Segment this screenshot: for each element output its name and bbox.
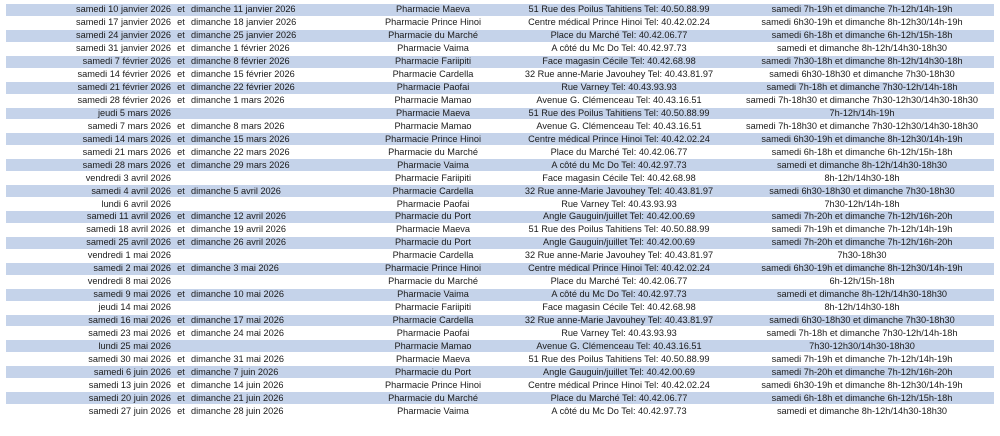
- second-date-cell: dimanche 5 avril 2026: [188, 185, 358, 198]
- pharmacy-address-cell: Avenue G. Clémenceau Tel: 40.43.16.51: [508, 340, 730, 353]
- second-date-cell: dimanche 1 février 2026: [188, 42, 358, 55]
- second-date-cell: dimanche 3 mai 2026: [188, 262, 358, 275]
- first-date-cell: samedi 31 janvier 2026: [6, 42, 174, 55]
- second-date-cell: dimanche 31 mai 2026: [188, 353, 358, 366]
- second-date-cell: dimanche 12 avril 2026: [188, 211, 358, 224]
- pharmacy-address-cell: Centre médical Prince Hinoi Tel: 40.42.02.24: [508, 16, 730, 29]
- table-row: [6, 340, 994, 353]
- date-separator-cell: et: [174, 327, 188, 340]
- opening-hours-cell: samedi 6h30-19h et dimanche 8h-12h30/14h-19h: [730, 379, 994, 392]
- first-date-cell: vendredi 8 mai 2026: [6, 275, 174, 288]
- pharmacy-address-cell: Place du Marché Tel: 40.42.06.77: [508, 29, 730, 42]
- opening-hours-cell: samedi 7h30-18h et dimanche 8h-12h/14h30-18h: [730, 55, 994, 68]
- opening-hours-cell: samedi 6h30-18h30 et dimanche 7h30-18h30: [730, 68, 994, 81]
- second-date-cell: [188, 301, 358, 314]
- pharmacy-address-cell: Place du Marché Tel: 40.42.06.77: [508, 275, 730, 288]
- pharmacy-name-cell: Pharmacie Cardella: [358, 314, 508, 327]
- first-date-cell: samedi 16 mai 2026: [6, 314, 174, 327]
- date-separator-cell: et: [174, 16, 188, 29]
- pharmacy-address-cell: A côté du Mc Do Tel: 40.42.97.73: [508, 288, 730, 301]
- pharmacy-address-cell: Face magasin Cécile Tel: 40.42.68.98: [508, 55, 730, 68]
- pharmacy-name-cell: Pharmacie Vaima: [358, 159, 508, 172]
- date-separator-cell: et: [174, 379, 188, 392]
- table-row: [6, 159, 994, 172]
- table-row: [6, 94, 994, 107]
- second-date-cell: dimanche 22 mars 2026: [188, 146, 358, 159]
- table-row: [6, 198, 994, 211]
- opening-hours-cell: samedi 7h-19h et dimanche 7h-12h/14h-19h: [730, 223, 994, 236]
- first-date-cell: samedi 25 avril 2026: [6, 236, 174, 249]
- pharmacy-name-cell: Pharmacie Mamao: [358, 340, 508, 353]
- date-separator-cell: et: [174, 185, 188, 198]
- first-date-cell: lundi 6 avril 2026: [6, 198, 174, 211]
- date-separator-cell: et: [174, 405, 188, 418]
- pharmacy-name-cell: Pharmacie du Marché: [358, 146, 508, 159]
- table-row: [6, 275, 994, 288]
- first-date-cell: vendredi 3 avril 2026: [6, 172, 174, 185]
- opening-hours-cell: samedi 7h-20h et dimanche 7h-12h/16h-20h: [730, 211, 994, 224]
- table-row: [6, 120, 994, 133]
- first-date-cell: samedi 21 février 2026: [6, 81, 174, 94]
- table-row: [6, 314, 994, 327]
- table-row: [6, 223, 994, 236]
- table-row: [6, 42, 994, 55]
- opening-hours-cell: samedi 6h30-19h et dimanche 8h-12h30/14h-19h: [730, 133, 994, 146]
- first-date-cell: jeudi 5 mars 2026: [6, 107, 174, 120]
- opening-hours-cell: 7h30-12h30/14h30-18h30: [730, 340, 994, 353]
- first-date-cell: samedi 28 mars 2026: [6, 159, 174, 172]
- second-date-cell: [188, 249, 358, 262]
- pharmacy-name-cell: Pharmacie Cardella: [358, 185, 508, 198]
- second-date-cell: dimanche 21 juin 2026: [188, 392, 358, 405]
- opening-hours-cell: samedi et dimanche 8h-12h/14h30-18h30: [730, 42, 994, 55]
- second-date-cell: dimanche 7 juin 2026: [188, 366, 358, 379]
- date-separator-cell: et: [174, 68, 188, 81]
- second-date-cell: dimanche 10 mai 2026: [188, 288, 358, 301]
- second-date-cell: dimanche 11 janvier 2026: [188, 4, 358, 16]
- date-separator-cell: et: [174, 236, 188, 249]
- first-date-cell: samedi 9 mai 2026: [6, 288, 174, 301]
- date-separator-cell: et: [174, 94, 188, 107]
- pharmacy-address-cell: Angle Gauguin/juillet Tel: 40.42.00.69: [508, 366, 730, 379]
- pharmacy-address-cell: A côté du Mc Do Tel: 40.42.97.73: [508, 405, 730, 418]
- first-date-cell: samedi 23 mai 2026: [6, 327, 174, 340]
- second-date-cell: dimanche 26 avril 2026: [188, 236, 358, 249]
- pharmacy-address-cell: Place du Marché Tel: 40.42.06.77: [508, 146, 730, 159]
- second-date-cell: [188, 172, 358, 185]
- date-separator-cell: et: [174, 29, 188, 42]
- date-separator-cell: [174, 107, 188, 120]
- first-date-cell: samedi 13 juin 2026: [6, 379, 174, 392]
- opening-hours-cell: samedi 7h-19h et dimanche 7h-12h/14h-19h: [730, 4, 994, 16]
- pharmacy-name-cell: Pharmacie du Marché: [358, 392, 508, 405]
- table-row: [6, 172, 994, 185]
- date-separator-cell: et: [174, 159, 188, 172]
- pharmacy-address-cell: Rue Varney Tel: 40.43.93.93: [508, 198, 730, 211]
- date-separator-cell: [174, 198, 188, 211]
- opening-hours-cell: samedi et dimanche 8h-12h/14h30-18h30: [730, 288, 994, 301]
- opening-hours-cell: 8h-12h/14h30-18h: [730, 301, 994, 314]
- date-separator-cell: [174, 249, 188, 262]
- pharmacy-name-cell: Pharmacie Prince Hinoi: [358, 133, 508, 146]
- pharmacy-duty-schedule: [6, 4, 994, 418]
- pharmacy-name-cell: Pharmacie du Port: [358, 211, 508, 224]
- table-row: [6, 133, 994, 146]
- table-row: [6, 249, 994, 262]
- date-separator-cell: et: [174, 211, 188, 224]
- table-row: [6, 301, 994, 314]
- table-row: [6, 353, 994, 366]
- pharmacy-name-cell: Pharmacie Prince Hinoi: [358, 16, 508, 29]
- second-date-cell: dimanche 24 mai 2026: [188, 327, 358, 340]
- table-row: [6, 146, 994, 159]
- pharmacy-address-cell: 32 Rue anne-Marie Javouhey Tel: 40.43.81.97: [508, 185, 730, 198]
- date-separator-cell: [174, 275, 188, 288]
- table-row: [6, 185, 994, 198]
- opening-hours-cell: samedi 6h30-18h30 et dimanche 7h30-18h30: [730, 314, 994, 327]
- pharmacy-name-cell: Pharmacie du Port: [358, 236, 508, 249]
- pharmacy-name-cell: Pharmacie du Marché: [358, 275, 508, 288]
- pharmacy-address-cell: Avenue G. Clémenceau Tel: 40.43.16.51: [508, 94, 730, 107]
- table-row: [6, 16, 994, 29]
- pharmacy-address-cell: 32 Rue anne-Marie Javouhey Tel: 40.43.81.97: [508, 314, 730, 327]
- pharmacy-name-cell: Pharmacie Maeva: [358, 353, 508, 366]
- schedule-body: [6, 4, 994, 418]
- opening-hours-cell: samedi 7h-19h et dimanche 7h-12h/14h-19h: [730, 353, 994, 366]
- first-date-cell: samedi 30 mai 2026: [6, 353, 174, 366]
- pharmacy-address-cell: Centre médical Prince Hinoi Tel: 40.42.02.24: [508, 379, 730, 392]
- opening-hours-cell: samedi 6h-18h et dimanche 6h-12h/15h-18h: [730, 392, 994, 405]
- opening-hours-cell: samedi 7h-18h30 et dimanche 7h30-12h30/14h30-18h30: [730, 94, 994, 107]
- date-separator-cell: et: [174, 366, 188, 379]
- date-separator-cell: et: [174, 392, 188, 405]
- pharmacy-name-cell: Pharmacie Maeva: [358, 4, 508, 16]
- opening-hours-cell: samedi 7h-20h et dimanche 7h-12h/16h-20h: [730, 236, 994, 249]
- second-date-cell: dimanche 25 janvier 2026: [188, 29, 358, 42]
- pharmacy-address-cell: Angle Gauguin/juillet Tel: 40.42.00.69: [508, 236, 730, 249]
- first-date-cell: samedi 14 mars 2026: [6, 133, 174, 146]
- date-separator-cell: [174, 301, 188, 314]
- first-date-cell: samedi 11 avril 2026: [6, 211, 174, 224]
- second-date-cell: dimanche 8 mars 2026: [188, 120, 358, 133]
- first-date-cell: samedi 24 janvier 2026: [6, 29, 174, 42]
- pharmacy-name-cell: Pharmacie Prince Hinoi: [358, 262, 508, 275]
- opening-hours-cell: samedi 6h30-19h et dimanche 8h-12h30/14h-19h: [730, 16, 994, 29]
- second-date-cell: dimanche 28 juin 2026: [188, 405, 358, 418]
- opening-hours-cell: 7h30-12h/14h-18h: [730, 198, 994, 211]
- pharmacy-name-cell: Pharmacie Mamao: [358, 94, 508, 107]
- pharmacy-name-cell: Pharmacie Cardella: [358, 249, 508, 262]
- table-row: [6, 236, 994, 249]
- second-date-cell: dimanche 15 février 2026: [188, 68, 358, 81]
- opening-hours-cell: samedi 7h-18h et dimanche 7h30-12h/14h-18h: [730, 327, 994, 340]
- second-date-cell: [188, 340, 358, 353]
- table-row: [6, 392, 994, 405]
- table-row: [6, 288, 994, 301]
- schedule-table: [6, 4, 994, 418]
- second-date-cell: dimanche 18 janvier 2026: [188, 16, 358, 29]
- pharmacy-name-cell: Pharmacie Cardella: [358, 68, 508, 81]
- pharmacy-name-cell: Pharmacie Vaima: [358, 42, 508, 55]
- table-row: [6, 262, 994, 275]
- pharmacy-address-cell: A côté du Mc Do Tel: 40.42.97.73: [508, 159, 730, 172]
- pharmacy-name-cell: Pharmacie Fariipiti: [358, 301, 508, 314]
- pharmacy-name-cell: Pharmacie Vaima: [358, 405, 508, 418]
- pharmacy-name-cell: Pharmacie Fariipiti: [358, 55, 508, 68]
- opening-hours-cell: samedi 6h30-19h et dimanche 8h-12h30/14h-19h: [730, 262, 994, 275]
- second-date-cell: dimanche 8 février 2026: [188, 55, 358, 68]
- table-row: [6, 107, 994, 120]
- pharmacy-name-cell: Pharmacie Fariipiti: [358, 172, 508, 185]
- pharmacy-address-cell: Centre médical Prince Hinoi Tel: 40.42.02.24: [508, 133, 730, 146]
- first-date-cell: samedi 14 février 2026: [6, 68, 174, 81]
- date-separator-cell: et: [174, 42, 188, 55]
- second-date-cell: dimanche 14 juin 2026: [188, 379, 358, 392]
- opening-hours-cell: samedi 7h-18h et dimanche 7h30-12h/14h-18h: [730, 81, 994, 94]
- pharmacy-name-cell: Pharmacie du Port: [358, 366, 508, 379]
- table-row: [6, 366, 994, 379]
- pharmacy-address-cell: Face magasin Cécile Tel: 40.42.68.98: [508, 172, 730, 185]
- date-separator-cell: et: [174, 55, 188, 68]
- pharmacy-address-cell: 32 Rue anne-Marie Javouhey Tel: 40.43.81.97: [508, 249, 730, 262]
- pharmacy-address-cell: Rue Varney Tel: 40.43.93.93: [508, 327, 730, 340]
- pharmacy-address-cell: Angle Gauguin/juillet Tel: 40.42.00.69: [508, 211, 730, 224]
- second-date-cell: [188, 198, 358, 211]
- first-date-cell: lundi 25 mai 2026: [6, 340, 174, 353]
- opening-hours-cell: samedi et dimanche 8h-12h/14h30-18h30: [730, 159, 994, 172]
- table-row: [6, 29, 994, 42]
- opening-hours-cell: 7h-12h/14h-19h: [730, 107, 994, 120]
- date-separator-cell: et: [174, 353, 188, 366]
- first-date-cell: jeudi 14 mai 2026: [6, 301, 174, 314]
- date-separator-cell: et: [174, 120, 188, 133]
- table-row: [6, 405, 994, 418]
- second-date-cell: dimanche 1 mars 2026: [188, 94, 358, 107]
- pharmacy-name-cell: Pharmacie Mamao: [358, 120, 508, 133]
- first-date-cell: samedi 6 juin 2026: [6, 366, 174, 379]
- pharmacy-name-cell: Pharmacie Paofai: [358, 198, 508, 211]
- date-separator-cell: et: [174, 146, 188, 159]
- opening-hours-cell: samedi 6h-18h et dimanche 6h-12h/15h-18h: [730, 29, 994, 42]
- table-row: [6, 55, 994, 68]
- pharmacy-name-cell: Pharmacie du Marché: [358, 29, 508, 42]
- opening-hours-cell: samedi 6h-18h et dimanche 6h-12h/15h-18h: [730, 146, 994, 159]
- date-separator-cell: [174, 172, 188, 185]
- pharmacy-address-cell: 51 Rue des Poilus Tahitiens Tel: 40.50.88.99: [508, 4, 730, 16]
- pharmacy-name-cell: Pharmacie Prince Hinoi: [358, 379, 508, 392]
- pharmacy-address-cell: Face magasin Cécile Tel: 40.42.68.98: [508, 301, 730, 314]
- table-row: [6, 4, 994, 16]
- first-date-cell: samedi 20 juin 2026: [6, 392, 174, 405]
- table-row: [6, 211, 994, 224]
- first-date-cell: vendredi 1 mai 2026: [6, 249, 174, 262]
- opening-hours-cell: samedi 7h-20h et dimanche 7h-12h/16h-20h: [730, 366, 994, 379]
- pharmacy-address-cell: 51 Rue des Poilus Tahitiens Tel: 40.50.88.99: [508, 353, 730, 366]
- first-date-cell: samedi 21 mars 2026: [6, 146, 174, 159]
- pharmacy-address-cell: Place du Marché Tel: 40.42.06.77: [508, 392, 730, 405]
- date-separator-cell: et: [174, 223, 188, 236]
- date-separator-cell: et: [174, 262, 188, 275]
- second-date-cell: dimanche 22 février 2026: [188, 81, 358, 94]
- opening-hours-cell: 8h-12h/14h30-18h: [730, 172, 994, 185]
- pharmacy-address-cell: Rue Varney Tel: 40.43.93.93: [508, 81, 730, 94]
- opening-hours-cell: samedi et dimanche 8h-12h/14h30-18h30: [730, 405, 994, 418]
- date-separator-cell: et: [174, 81, 188, 94]
- pharmacy-name-cell: Pharmacie Paofai: [358, 81, 508, 94]
- table-row: [6, 81, 994, 94]
- table-row: [6, 68, 994, 81]
- pharmacy-address-cell: A côté du Mc Do Tel: 40.42.97.73: [508, 42, 730, 55]
- second-date-cell: [188, 107, 358, 120]
- date-separator-cell: [174, 340, 188, 353]
- opening-hours-cell: 7h30-18h30: [730, 249, 994, 262]
- pharmacy-address-cell: Centre médical Prince Hinoi Tel: 40.42.02.24: [508, 262, 730, 275]
- table-row: [6, 379, 994, 392]
- date-separator-cell: et: [174, 314, 188, 327]
- first-date-cell: samedi 27 juin 2026: [6, 405, 174, 418]
- pharmacy-address-cell: 51 Rue des Poilus Tahitiens Tel: 40.50.88.99: [508, 223, 730, 236]
- date-separator-cell: et: [174, 133, 188, 146]
- first-date-cell: samedi 7 février 2026: [6, 55, 174, 68]
- pharmacy-address-cell: Avenue G. Clémenceau Tel: 40.43.16.51: [508, 120, 730, 133]
- pharmacy-address-cell: 51 Rue des Poilus Tahitiens Tel: 40.50.88.99: [508, 107, 730, 120]
- date-separator-cell: et: [174, 288, 188, 301]
- date-separator-cell: et: [174, 4, 188, 16]
- pharmacy-name-cell: Pharmacie Vaima: [358, 288, 508, 301]
- first-date-cell: samedi 7 mars 2026: [6, 120, 174, 133]
- first-date-cell: samedi 18 avril 2026: [6, 223, 174, 236]
- pharmacy-name-cell: Pharmacie Maeva: [358, 223, 508, 236]
- second-date-cell: dimanche 15 mars 2026: [188, 133, 358, 146]
- pharmacy-address-cell: 32 Rue anne-Marie Javouhey Tel: 40.43.81.97: [508, 68, 730, 81]
- first-date-cell: samedi 17 janvier 2026: [6, 16, 174, 29]
- first-date-cell: samedi 10 janvier 2026: [6, 4, 174, 16]
- opening-hours-cell: samedi 7h-18h30 et dimanche 7h30-12h30/14h30-18h30: [730, 120, 994, 133]
- opening-hours-cell: 6h-12h/15h-18h: [730, 275, 994, 288]
- pharmacy-name-cell: Pharmacie Paofai: [358, 327, 508, 340]
- first-date-cell: samedi 4 avril 2026: [6, 185, 174, 198]
- first-date-cell: samedi 2 mai 2026: [6, 262, 174, 275]
- second-date-cell: dimanche 29 mars 2026: [188, 159, 358, 172]
- opening-hours-cell: samedi 6h30-18h30 et dimanche 7h30-18h30: [730, 185, 994, 198]
- first-date-cell: samedi 28 février 2026: [6, 94, 174, 107]
- second-date-cell: [188, 275, 358, 288]
- second-date-cell: dimanche 19 avril 2026: [188, 223, 358, 236]
- second-date-cell: dimanche 17 mai 2026: [188, 314, 358, 327]
- table-row: [6, 327, 994, 340]
- pharmacy-name-cell: Pharmacie Maeva: [358, 107, 508, 120]
